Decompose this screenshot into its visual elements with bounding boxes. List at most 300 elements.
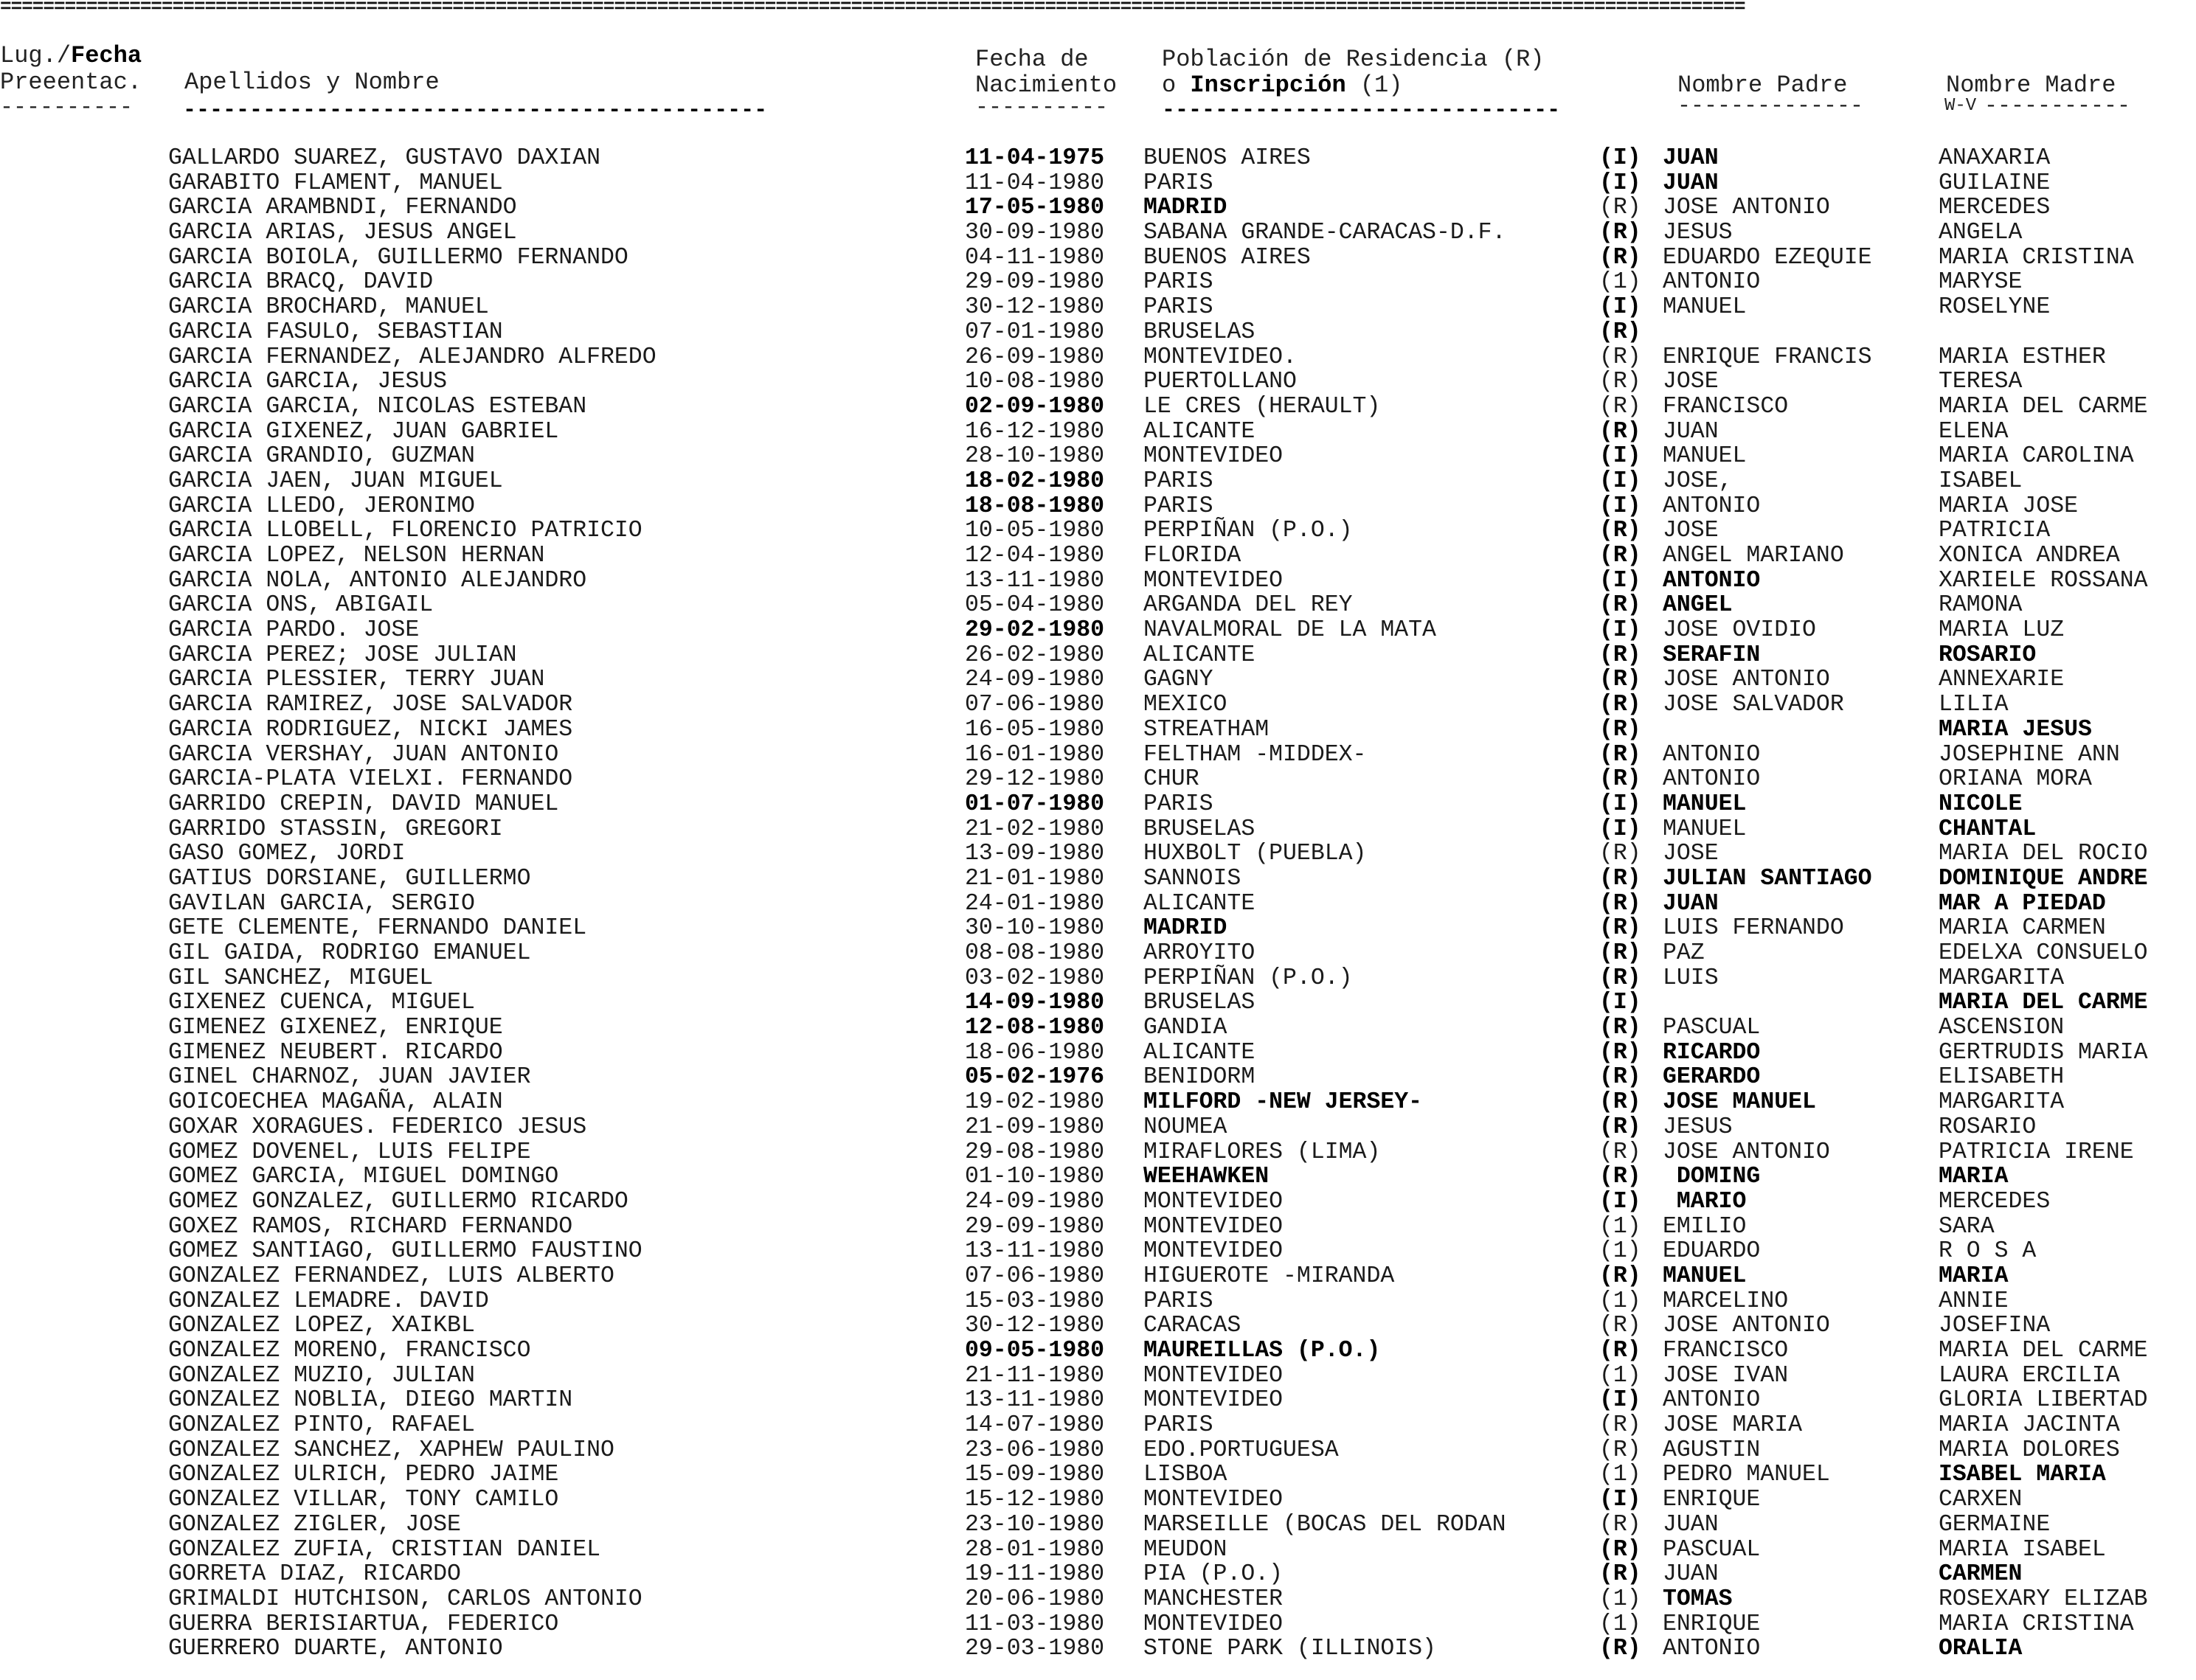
cell-name: GARCIA FERNANDEZ, ALEJANDRO ALFREDO	[168, 344, 657, 370]
cell-code: (R)	[1599, 1636, 1641, 1662]
cell-date: 26-02-1980	[965, 642, 1105, 668]
table-row	[0, 1264, 2196, 1289]
cell-date: 30-12-1980	[965, 294, 1105, 321]
cell-mother: MAR A PIEDAD	[1939, 890, 2106, 917]
cell-father: PASCUAL	[1663, 1015, 1761, 1041]
cell-name: GOMEZ GONZALEZ, GUILLERMO RICARDO	[168, 1188, 628, 1215]
cell-mother: ORIANA MORA	[1939, 766, 2092, 793]
table-row	[0, 1140, 2196, 1165]
cell-mother: GERMAINE	[1939, 1511, 2051, 1538]
cell-name: GASO GOMEZ, JORDI	[168, 841, 406, 867]
cell-name: GARCIA ARIAS, JESUS ANGEL	[168, 220, 517, 246]
cell-mother: ELISABETH	[1939, 1064, 2065, 1091]
cell-place: MONTEVIDEO	[1143, 567, 1284, 594]
cell-father: AGUSTIN	[1663, 1437, 1761, 1463]
cell-code: (I)	[1599, 145, 1641, 171]
cell-place: MIRAFLORES (LIMA)	[1143, 1139, 1381, 1165]
cell-code: (I)	[1599, 468, 1641, 494]
cell-mother: ROSELYNE	[1939, 294, 2051, 321]
cell-code: (I)	[1599, 294, 1641, 321]
cell-place: ARGANDA DEL REY	[1143, 592, 1353, 619]
cell-father: RICARDO	[1663, 1039, 1761, 1066]
cell-code: (R)	[1599, 369, 1641, 395]
cell-place: PARIS	[1143, 170, 1213, 196]
cell-mother: R O S A	[1939, 1238, 2037, 1265]
table-row	[0, 1339, 2196, 1364]
cell-mother: MARIA DOLORES	[1939, 1437, 2120, 1463]
table-row	[0, 1388, 2196, 1413]
cell-name: GARCIA BRACQ, DAVID	[168, 269, 434, 296]
cell-place: MONTEVIDEO	[1143, 1487, 1284, 1513]
cell-place: PARIS	[1143, 468, 1213, 494]
underline-col4: ------------------------------	[1162, 98, 1561, 123]
table-row	[0, 171, 2196, 196]
cell-father: PEDRO MANUEL	[1663, 1462, 1830, 1488]
cell-code: (R)	[1599, 965, 1641, 991]
cell-place: MADRID	[1143, 915, 1227, 942]
cell-code: (R)	[1599, 244, 1641, 271]
cell-mother: DOMINIQUE ANDRE	[1939, 865, 2148, 892]
cell-mother: MERCEDES	[1939, 1188, 2051, 1215]
cell-date: 16-01-1980	[965, 741, 1105, 768]
cell-date: 12-04-1980	[965, 543, 1105, 569]
cell-father: JUAN	[1663, 145, 1719, 171]
table-row	[0, 1364, 2196, 1389]
cell-name: GIL GAIDA, RODRIGO EMANUEL	[168, 940, 531, 966]
cell-place: EDO.PORTUGUESA	[1143, 1437, 1339, 1463]
table-row	[0, 420, 2196, 445]
cell-mother: XONICA ANDREA	[1939, 543, 2120, 569]
cell-place: FLORIDA	[1143, 543, 1241, 569]
cell-mother: MARIA DEL ROCIO	[1939, 841, 2148, 867]
cell-date: 21-11-1980	[965, 1362, 1105, 1389]
cell-mother: TERESA	[1939, 369, 2023, 395]
table-row	[0, 569, 2196, 594]
cell-code: (R)	[1599, 1015, 1641, 1041]
cell-mother: ROSARIO	[1939, 642, 2037, 668]
cell-date: 24-09-1980	[965, 1188, 1105, 1215]
cell-father: JOSE	[1663, 369, 1719, 395]
cell-name: GONZALEZ ULRICH, PEDRO JAIME	[168, 1462, 559, 1488]
table-row	[0, 1513, 2196, 1538]
cell-place: MAUREILLAS (P.O.)	[1143, 1338, 1381, 1364]
cell-place: ALICANTE	[1143, 418, 1255, 445]
cell-place: GANDIA	[1143, 1015, 1227, 1041]
cell-code: (R)	[1599, 543, 1641, 569]
cell-name: GONZALEZ SANCHEZ, XAPHEW PAULINO	[168, 1437, 614, 1463]
cell-mother: MARIA JACINTA	[1939, 1412, 2120, 1439]
cell-place: MEXICO	[1143, 692, 1227, 718]
cell-name: GOMEZ DOVENEL, LUIS FELIPE	[168, 1139, 531, 1165]
cell-father: ENRIQUE	[1663, 1487, 1761, 1513]
table-row	[0, 295, 2196, 320]
cell-name: GIMENEZ NEUBERT. RICARDO	[168, 1039, 503, 1066]
cell-place: NOUMEA	[1143, 1114, 1227, 1140]
cell-date: 29-09-1980	[965, 269, 1105, 296]
cell-code: (R)	[1599, 716, 1641, 743]
cell-code: (I)	[1599, 816, 1641, 842]
cell-father: ANTONIO	[1663, 269, 1761, 296]
cell-date: 16-05-1980	[965, 716, 1105, 743]
cell-father: JULIAN SANTIAGO	[1663, 865, 1872, 892]
cell-code: (R)	[1599, 692, 1641, 718]
cell-date: 02-09-1980	[965, 393, 1105, 420]
cell-father: MANUEL	[1663, 443, 1747, 470]
cell-mother: LAURA ERCILIA	[1939, 1362, 2120, 1389]
cell-place: MONTEVIDEO	[1143, 1238, 1284, 1265]
table-row	[0, 320, 2196, 345]
cell-father: SERAFIN	[1663, 642, 1761, 668]
cell-place: HUXBOLT (PUEBLA)	[1143, 841, 1367, 867]
cell-code: (R)	[1599, 1561, 1641, 1588]
cell-mother: GUILAINE	[1939, 170, 2051, 196]
cell-mother: ISABEL MARIA	[1939, 1462, 2106, 1488]
cell-code: (R)	[1599, 890, 1641, 917]
cell-date: 13-11-1980	[965, 1238, 1105, 1265]
cell-name: GONZALEZ NOBLIA, DIEGO MARTIN	[168, 1387, 573, 1414]
cell-place: MARSEILLE (BOCAS DEL RODAN	[1143, 1511, 1506, 1538]
cell-date: 13-11-1980	[965, 1387, 1105, 1414]
cell-name: GONZALEZ MORENO, FRANCISCO	[168, 1338, 531, 1364]
cell-father: JOSE	[1663, 841, 1719, 867]
cell-place: FELTHAM -MIDDEX-	[1143, 741, 1367, 768]
cell-date: 15-03-1980	[965, 1288, 1105, 1314]
cell-code: (I)	[1599, 443, 1641, 470]
cell-mother: MARIA	[1939, 1164, 2009, 1190]
cell-date: 19-02-1980	[965, 1089, 1105, 1116]
cell-father: JUAN	[1663, 170, 1719, 196]
cell-name: GONZALEZ LOPEZ, XAIKBL	[168, 1313, 475, 1339]
cell-date: 13-11-1980	[965, 567, 1105, 594]
cell-place: WEEHAWKEN	[1143, 1164, 1270, 1190]
cell-father: JOSE,	[1663, 468, 1733, 494]
cell-date: 23-06-1980	[965, 1437, 1105, 1463]
cell-mother: EDELXA CONSUELO	[1939, 940, 2148, 966]
cell-place: MONTEVIDEO	[1143, 1213, 1284, 1240]
header-poblacion-residencia: Población de Residencia (R)	[1162, 46, 1545, 73]
cell-date: 29-09-1980	[965, 1213, 1105, 1240]
cell-father: EMILIO	[1663, 1213, 1747, 1240]
table-row	[0, 867, 2196, 892]
cell-father: FRANCISCO	[1663, 1338, 1789, 1364]
table-row	[0, 1413, 2196, 1438]
cell-mother: PATRICIA IRENE	[1939, 1139, 2134, 1165]
table-row	[0, 1065, 2196, 1090]
cell-place: PARIS	[1143, 1412, 1213, 1439]
cell-date: 01-10-1980	[965, 1164, 1105, 1190]
cell-mother: CARMEN	[1939, 1561, 2023, 1588]
table-row	[0, 1313, 2196, 1339]
cell-place: STREATHAM	[1143, 716, 1270, 743]
cell-name: GARCIA NOLA, ANTONIO ALEJANDRO	[168, 567, 587, 594]
table-row	[0, 246, 2196, 271]
cell-date: 14-09-1980	[965, 990, 1105, 1016]
table-row	[0, 1215, 2196, 1240]
cell-name: GONZALEZ FERNANDEZ, LUIS ALBERTO	[168, 1263, 614, 1289]
cell-mother: MARIA ESTHER	[1939, 344, 2106, 370]
cell-code: (R)	[1599, 1412, 1641, 1439]
table-row	[0, 667, 2196, 693]
header-inscripcion-word: Inscripción	[1190, 72, 1346, 99]
cell-mother: NICOLE	[1939, 791, 2023, 817]
cell-mother: ANAXARIA	[1939, 145, 2051, 171]
cell-father: JOSE MANUEL	[1663, 1089, 1816, 1116]
cell-code: (R)	[1599, 1114, 1641, 1140]
cell-mother: SARA	[1939, 1213, 1995, 1240]
table-row	[0, 841, 2196, 867]
cell-date: 24-01-1980	[965, 890, 1105, 917]
cell-place: PARIS	[1143, 269, 1213, 296]
table-row	[0, 1289, 2196, 1314]
top-double-rule: ==================================================================================================================================================================	[0, 0, 1745, 18]
cell-father: JESUS	[1663, 1114, 1733, 1140]
cell-name: GOXAR XORAGUES. FEDERICO JESUS	[168, 1114, 587, 1140]
cell-father: FRANCISCO	[1663, 393, 1789, 420]
cell-code: (R)	[1599, 915, 1641, 942]
cell-name: GIXENEZ CUENCA, MIGUEL	[168, 990, 475, 1016]
cell-name: GOXEZ RAMOS, RICHARD FERNANDO	[168, 1213, 573, 1240]
cell-code: (1)	[1599, 1586, 1641, 1612]
cell-father: ANTONIO	[1663, 493, 1761, 519]
cell-father: PAZ	[1663, 940, 1705, 966]
cell-code: (R)	[1599, 518, 1641, 544]
cell-date: 07-06-1980	[965, 1263, 1105, 1289]
cell-date: 14-07-1980	[965, 1412, 1105, 1439]
cell-place: LE CRES (HERAULT)	[1143, 393, 1381, 420]
cell-place: PERPIÑAN (P.O.)	[1143, 518, 1353, 544]
table-row	[0, 369, 2196, 395]
cell-date: 23-10-1980	[965, 1511, 1105, 1538]
table-row	[0, 990, 2196, 1016]
cell-name: GARABITO FLAMENT, MANUEL	[168, 170, 503, 196]
table-row	[0, 593, 2196, 618]
table-row	[0, 966, 2196, 991]
table-row	[0, 1538, 2196, 1563]
table-row	[0, 221, 2196, 246]
cell-father: JUAN	[1663, 418, 1719, 445]
header-apellidos-nombre: Apellidos y Nombre	[184, 69, 440, 96]
table-row	[0, 767, 2196, 792]
cell-code: (I)	[1599, 170, 1641, 196]
cell-place: MILFORD -NEW JERSEY-	[1143, 1089, 1423, 1116]
cell-date: 19-11-1980	[965, 1561, 1105, 1588]
cell-code: (1)	[1599, 1288, 1641, 1314]
cell-mother: MARGARITA	[1939, 1089, 2065, 1116]
cell-mother: MARIA JESUS	[1939, 716, 2092, 743]
cell-name: GARRIDO CREPIN, DAVID MANUEL	[168, 791, 559, 817]
cell-name: GARCIA LLEDO, JERONIMO	[168, 493, 475, 519]
cell-code: (R)	[1599, 1089, 1641, 1116]
cell-place: MONTEVIDEO.	[1143, 344, 1297, 370]
table-row	[0, 444, 2196, 469]
cell-father: JOSE SALVADOR	[1663, 692, 1844, 718]
cell-code: (R)	[1599, 766, 1641, 793]
cell-date: 03-02-1980	[965, 965, 1105, 991]
cell-place: BENIDORM	[1143, 1064, 1255, 1091]
cell-father: JOSE ANTONIO	[1663, 667, 1830, 693]
cell-date: 30-10-1980	[965, 915, 1105, 942]
cell-code: (R)	[1599, 1064, 1641, 1091]
cell-father: ANGEL	[1663, 592, 1733, 619]
cell-mother: JOSEPHINE ANN	[1939, 741, 2120, 768]
cell-code: (R)	[1599, 1164, 1641, 1190]
header-lug-fecha	[0, 43, 142, 69]
cell-code: (R)	[1599, 418, 1641, 445]
cell-place: PARIS	[1143, 791, 1213, 817]
cell-father: JOSE ANTONIO	[1663, 1139, 1830, 1165]
cell-date: 29-02-1980	[965, 617, 1105, 644]
cell-mother: JOSEFINA	[1939, 1313, 2051, 1339]
cell-name: GUERRERO DUARTE, ANTONIO	[168, 1636, 503, 1662]
cell-code: (I)	[1599, 1188, 1641, 1215]
cell-name: GETE CLEMENTE, FERNANDO DANIEL	[168, 915, 587, 942]
cell-code: (I)	[1599, 493, 1641, 519]
cell-code: (R)	[1599, 1437, 1641, 1463]
table-row	[0, 1562, 2196, 1587]
cell-code: (1)	[1599, 269, 1641, 296]
cell-date: 29-03-1980	[965, 1636, 1105, 1662]
cell-date: 11-04-1980	[965, 170, 1105, 196]
cell-name: GARCIA RAMIREZ, JOSE SALVADOR	[168, 692, 573, 718]
cell-date: 21-01-1980	[965, 865, 1105, 892]
underline-col6: -----------	[1984, 94, 2131, 119]
header-fecha-label: Fecha	[71, 42, 142, 69]
cell-father: ANTONIO	[1663, 1636, 1761, 1662]
cell-name: GOMEZ SANTIAGO, GUILLERMO FAUSTINO	[168, 1238, 642, 1265]
cell-mother: MARIA CRISTINA	[1939, 1611, 2134, 1637]
cell-date: 17-05-1980	[965, 195, 1105, 221]
header-inscripcion-code: (1)	[1345, 72, 1403, 99]
cell-father: EDUARDO	[1663, 1238, 1761, 1265]
cell-place: PARIS	[1143, 294, 1213, 321]
cell-name: GARCIA GARCIA, JESUS	[168, 369, 448, 395]
cell-name: GORRETA DIAZ, RICARDO	[168, 1561, 461, 1588]
cell-father: ENRIQUE	[1663, 1611, 1761, 1637]
cell-place: STONE PARK (ILLINOIS)	[1143, 1636, 1436, 1662]
cell-mother: ROSEXARY ELIZAB	[1939, 1586, 2148, 1612]
cell-father: JUAN	[1663, 890, 1719, 917]
table-row	[0, 146, 2196, 171]
cell-code: (I)	[1599, 567, 1641, 594]
cell-father: JUAN	[1663, 1561, 1719, 1588]
cell-name: GUERRA BERISIARTUA, FEDERICO	[168, 1611, 559, 1637]
cell-name: GARCIA LLOBELL, FLORENCIO PATRICIO	[168, 518, 642, 544]
cell-father: MANUEL	[1663, 791, 1747, 817]
cell-code: (R)	[1599, 319, 1641, 345]
cell-father: JUAN	[1663, 1511, 1719, 1538]
cell-code: (R)	[1599, 841, 1641, 867]
cell-mother: MARIA CAROLINA	[1939, 443, 2134, 470]
cell-place: MEUDON	[1143, 1536, 1227, 1563]
cell-code: (R)	[1599, 741, 1641, 768]
cell-date: 21-02-1980	[965, 816, 1105, 842]
cell-name: GAVILAN GARCIA, SERGIO	[168, 890, 475, 917]
cell-date: 29-08-1980	[965, 1139, 1105, 1165]
cell-father: MANUEL	[1663, 1263, 1747, 1289]
table-row	[0, 792, 2196, 817]
cell-name: GARRIDO STASSIN, GREGORI	[168, 816, 503, 842]
cell-father: ANTONIO	[1663, 1387, 1761, 1414]
cell-code: (I)	[1599, 1387, 1641, 1414]
header-nombre-madre: Nombre Madre	[1946, 72, 2116, 99]
cell-name: GARCIA BOIOLA, GUILLERMO FERNANDO	[168, 244, 628, 271]
cell-name: GARCIA PEREZ; JOSE JULIAN	[168, 642, 517, 668]
cell-mother: CARXEN	[1939, 1487, 2023, 1513]
cell-mother: ELENA	[1939, 418, 2009, 445]
cell-date: 28-01-1980	[965, 1536, 1105, 1563]
underline-col5: --------------	[1677, 94, 1864, 119]
table-row	[0, 1016, 2196, 1041]
table-row	[0, 1612, 2196, 1637]
table-row	[0, 718, 2196, 743]
cell-mother: XARIELE ROSSANA	[1939, 567, 2148, 594]
table-row	[0, 1587, 2196, 1612]
cell-code: (R)	[1599, 1511, 1641, 1538]
cell-date: 10-05-1980	[965, 518, 1105, 544]
cell-name: GARCIA LOPEZ, NELSON HERNAN	[168, 543, 545, 569]
cell-name: GOICOECHEA MAGAÑA, ALAIN	[168, 1089, 503, 1116]
cell-place: MONTEVIDEO	[1143, 1362, 1284, 1389]
cell-name: GARCIA GARCIA, NICOLAS ESTEBAN	[168, 393, 587, 420]
cell-place: PIA (P.O.)	[1143, 1561, 1284, 1588]
cell-code: (R)	[1599, 195, 1641, 221]
cell-date: 15-12-1980	[965, 1487, 1105, 1513]
cell-name: GARCIA JAEN, JUAN MIGUEL	[168, 468, 503, 494]
cell-mother: MARIA DEL CARME	[1939, 990, 2148, 1016]
table-row	[0, 469, 2196, 494]
cell-code: (R)	[1599, 592, 1641, 619]
cell-name: GARCIA-PLATA VIELXI. FERNANDO	[168, 766, 573, 793]
cell-mother: CHANTAL	[1939, 816, 2037, 842]
cell-place: HIGUEROTE -MIRANDA	[1143, 1263, 1395, 1289]
table-row	[0, 395, 2196, 420]
cell-mother: MARGARITA	[1939, 965, 2065, 991]
cell-date: 30-12-1980	[965, 1313, 1105, 1339]
table-row	[0, 892, 2196, 917]
table-row	[0, 1239, 2196, 1264]
cell-name: GONZALEZ LEMADRE. DAVID	[168, 1288, 489, 1314]
cell-mother: MARIA JOSE	[1939, 493, 2079, 519]
cell-date: 07-06-1980	[965, 692, 1105, 718]
cell-mother: GLORIA LIBERTAD	[1939, 1387, 2148, 1414]
table-row	[0, 544, 2196, 569]
cell-mother: MARIA CARMEN	[1939, 915, 2106, 942]
cell-code: (R)	[1599, 1039, 1641, 1066]
cell-father: MANUEL	[1663, 294, 1747, 321]
cell-place: MONTEVIDEO	[1143, 1188, 1284, 1215]
table-row	[0, 270, 2196, 295]
registry-list	[0, 146, 2196, 1662]
cell-date: 04-11-1980	[965, 244, 1105, 271]
cell-father: PASCUAL	[1663, 1536, 1761, 1563]
cell-place: ALICANTE	[1143, 890, 1255, 917]
cell-name: GARCIA VERSHAY, JUAN ANTONIO	[168, 741, 559, 768]
cell-mother: ANNEXARIE	[1939, 667, 2065, 693]
table-row	[0, 941, 2196, 966]
cell-code: (R)	[1599, 1338, 1641, 1364]
cell-name: GARCIA FASULO, SEBASTIAN	[168, 319, 503, 345]
cell-father: JOSE	[1663, 518, 1719, 544]
cell-mother: RAMONA	[1939, 592, 2023, 619]
underline-col1: ----------	[0, 95, 134, 120]
table-row	[0, 1636, 2196, 1662]
cell-mother: GERTRUDIS MARIA	[1939, 1039, 2148, 1066]
cell-date: 11-03-1980	[965, 1611, 1105, 1637]
table-row	[0, 643, 2196, 668]
cell-mother: MERCEDES	[1939, 195, 2051, 221]
cell-name: GARCIA ARAMBNDI, FERNANDO	[168, 195, 517, 221]
cell-name: GARCIA PLESSIER, TERRY JUAN	[168, 667, 545, 693]
